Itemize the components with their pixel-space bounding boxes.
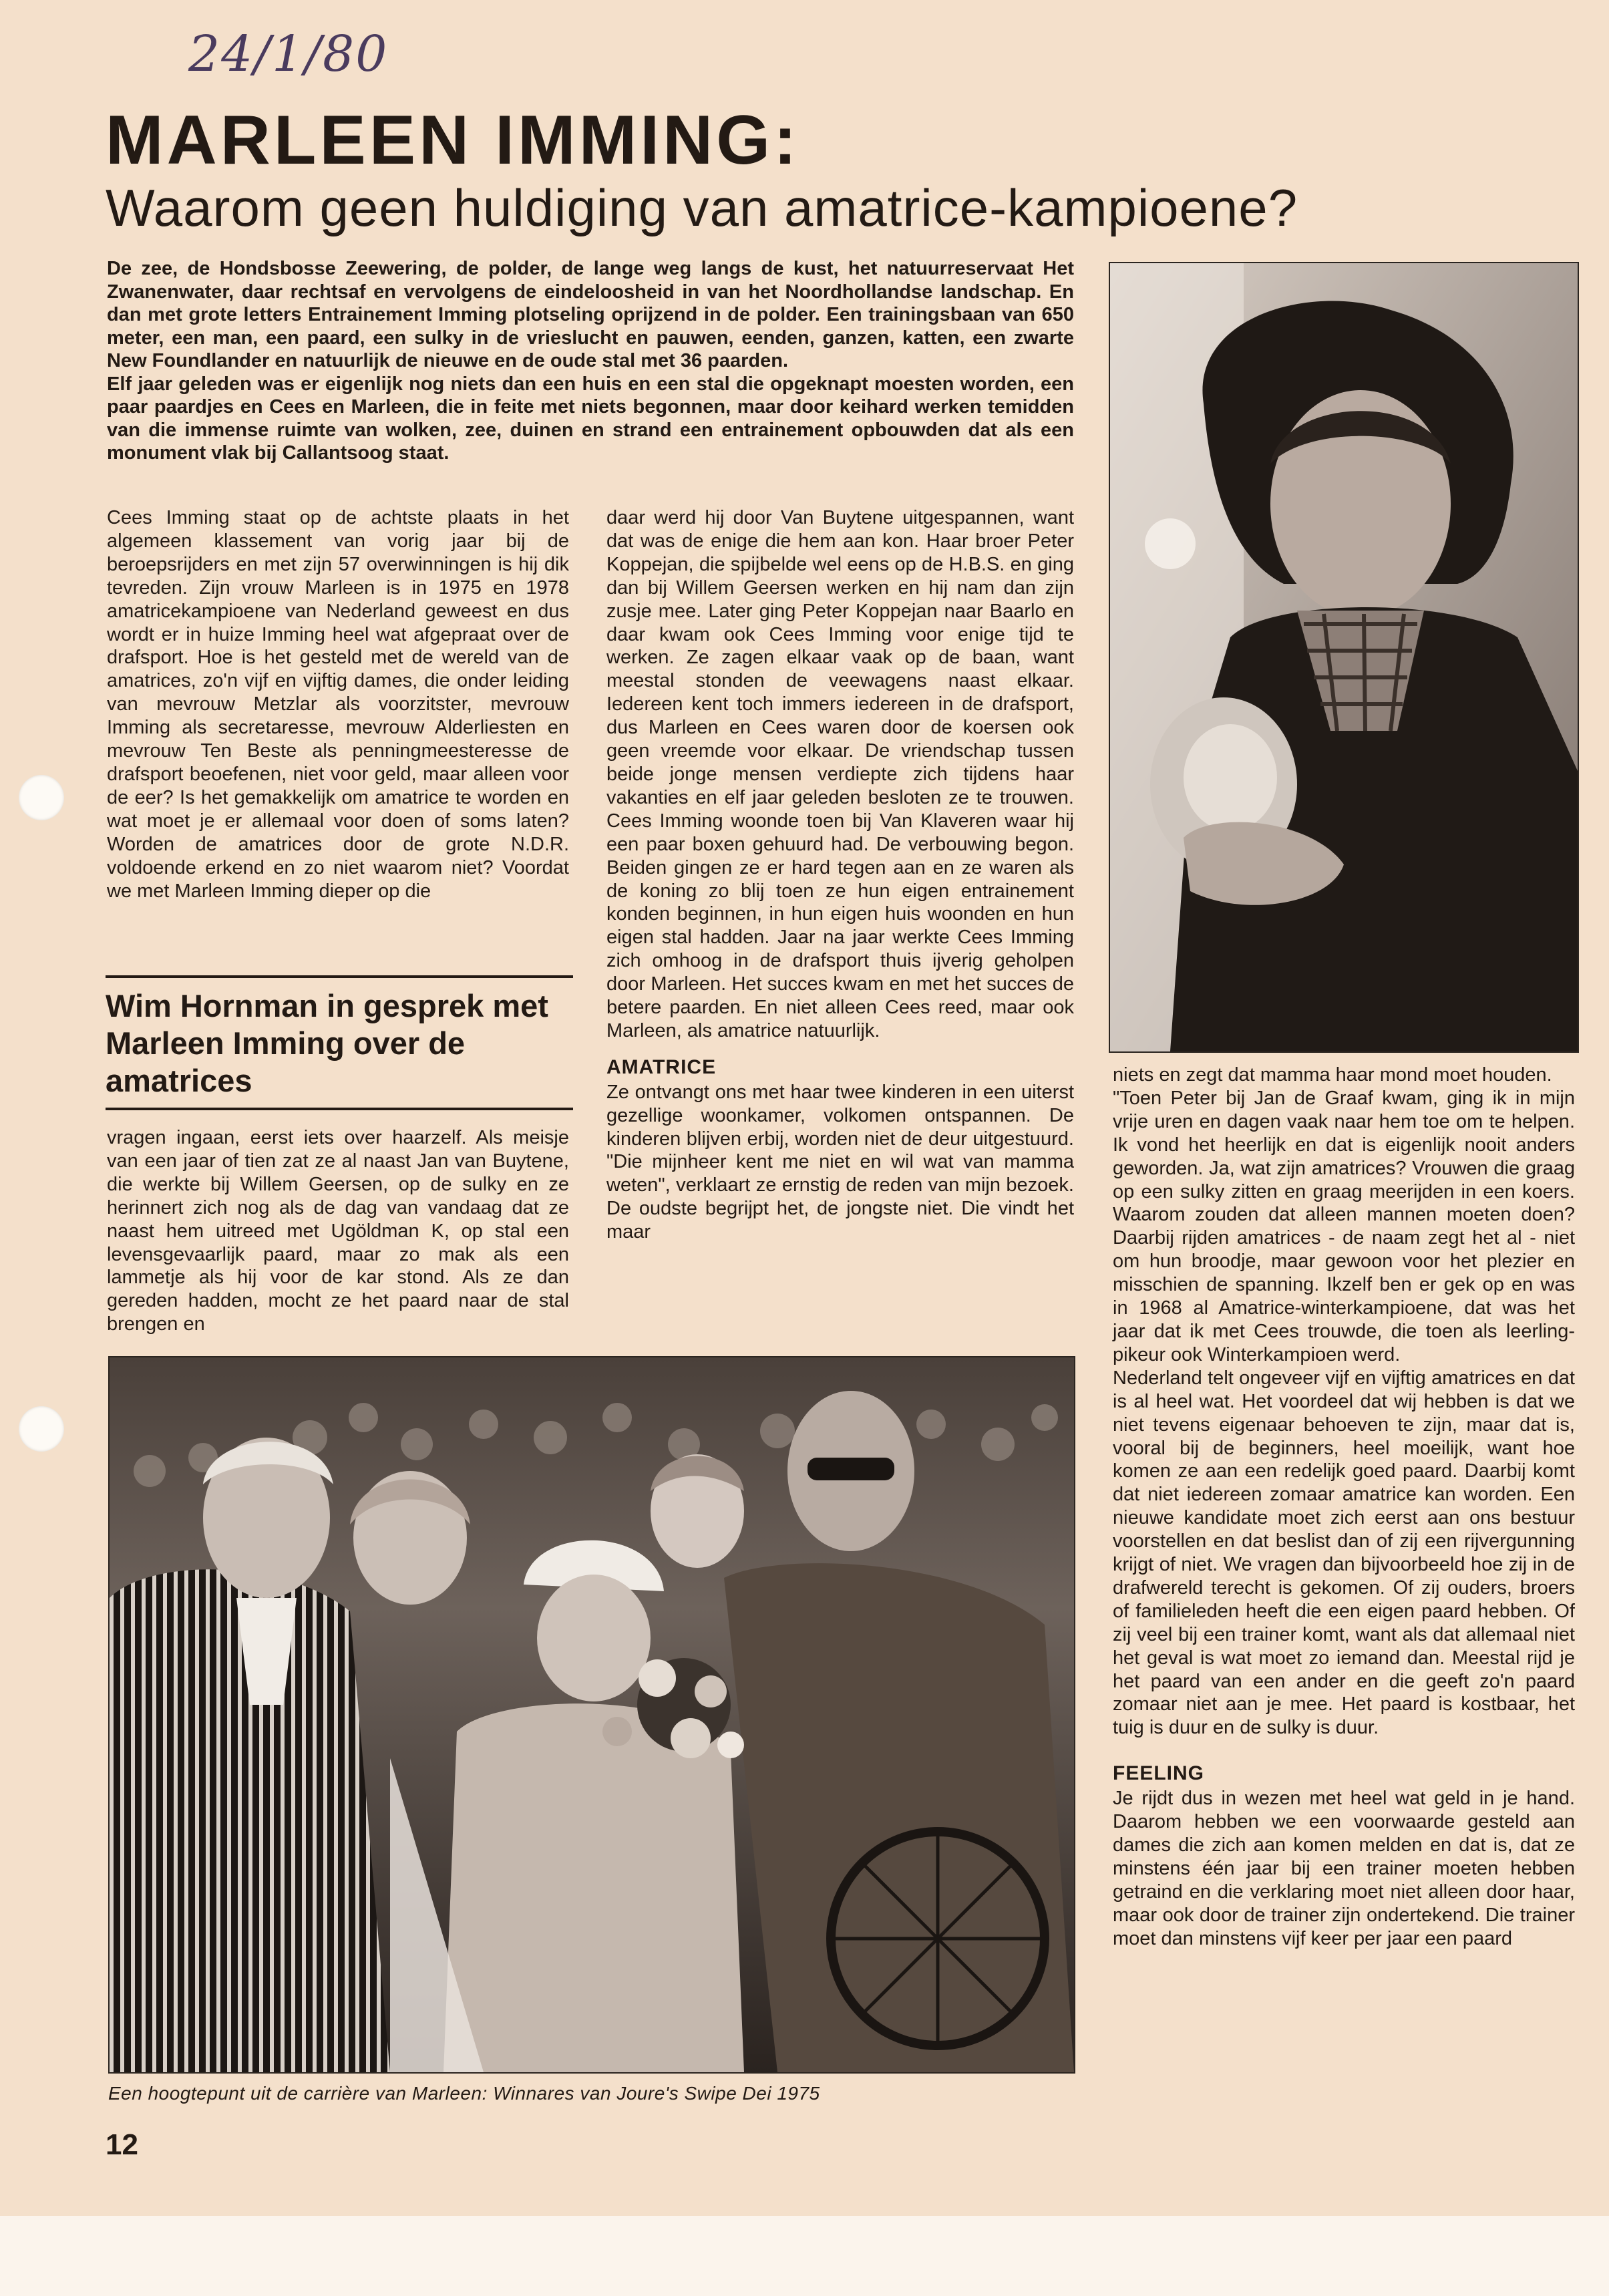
- portrait-photo: [1109, 262, 1579, 1053]
- column-1-top-text: Cees Imming staat op de achtste plaats in het algemeen klassement van vorig jaar bij de beroepsrijders en met zijn 57 overwinningen is hij dik tevreden. Zijn vrouw Marleen is in 1975 en 1978 amatricekampioene van Nederland geweest en dus wordt er in huize Imming heel wat afgepraat over de drafsport. Hoe is het gesteld met de wereld van de amatrices, zo'n vijf en vijftig dames, die onder leiding van mevrouw Metzlar als voorzitster, mevrouw Imming als secretaresse, mevrouw Alderliesten en mevrouw Ten Beste als penningmeesteresse de drafsport beoefenen, niet voor geld, maar alleen voor de eer? Is het gemakkelijk om amatrice te worden en wat moet je er allemaal voor doen of soms laten? Worden de amatrices door de grote N.D.R. voldoende erkend en zo niet waarom niet? Voordat we met Marleen Imming dieper op die: [107, 507, 569, 902]
- column-2-amatrice-text: Ze ontvangt ons met haar twee kinderen in een uiterst gezellige woonkamer, volkomen ontspannen. De kinderen blijven erbij, worden niet de deur uitgestuurd. "Die mijnheer kent me niet en wil wat van mamma weten", verklaart ze ernstig de reden van mijn bezoek. De oudste begrijpt het, de jongste niet. Die vindt het maar: [606, 1081, 1074, 1243]
- column-3-feeling-text: Je rijdt dus in wezen met heel wat geld in je hand. Daarom hebben we een voorwaarde gesteld aan dames die zich aan komen melden en dat is, dat ze minstens één jaar bij een trainer moeten hebben getraind en die verklaring moet niet alleen door haar, maar ook door de trainer zijn ondertekend. Die trainer moet dan minstens vijf keer per jaar een paard: [1113, 1788, 1575, 1949]
- photo-caption: Een hoogtepunt uit de carrière van Marleen: Winnares van Joure's Swipe Dei 1975: [108, 2083, 820, 2104]
- punch-hole-top: [19, 775, 64, 820]
- column-3-paragraph: niets en zegt dat mamma haar mond moet houden.: [1113, 1064, 1552, 1086]
- boxed-heading: Wim Hornman in gesprek met Marleen Imming over de amatrices: [106, 975, 573, 1110]
- subheadline: Waarom geen huldiging van amatrice-kampioene?: [106, 178, 1298, 237]
- column-1-bottom-text: vragen ingaan, eerst iets over haarzelf. Als meisje van een jaar of tien zat ze al naast Jan van Buytene, die werkte bij Willem Geersen, op de sulky en ze herinnert zich nog als de dag van vandaag dat ze naast hem uitreed met Ugöldman K, op stal een levensgevaarlijk paard, maar zo mak als een lammetje als hij voor de kar stond. Als ze dan gereden hadden, mocht ze het paard naar de stal brengen en: [107, 1127, 569, 1335]
- headline: MARLEEN IMMING:: [106, 102, 800, 179]
- intro-paragraph: De zee, de Hondsbosse Zeewering, de polder, de lange weg langs de kust, het natuurreservaat Het Zwanenwater, daar rechtsaf en vervolgens de eindeloosheid in van het Noordhollandse landschap. En dan met grote letters Entrainement Imming plotseling oprijzend in de polder. Een trainingsbaan van 650 meter, een man, een paard, een sulky in de vrieslucht en pauwen, eenden, ganzen, katten, een zwarte New Foundlander en natuurlijk de nieuwe en de oude stal met 36 paarden.: [107, 258, 1074, 371]
- page-bottom-margin: [0, 2216, 1609, 2296]
- column-1-bottom: [107, 1126, 569, 1336]
- intro-paragraph: Elf jaar geleden was er eigenlijk nog niets dan een huis en een stal die opgeknapt moesten worden, een paar paardjes en Cees en Marleen, die in feite met niets begonnen, maar door keihard werken temidden van die immense ruimte van wolken, zee, duinen en strand een entrainement opbouwden dat als een monument vlak bij Callantsoog staat.: [107, 373, 1074, 464]
- race-winner-photo: [108, 1356, 1075, 2074]
- handwritten-date: 24/1/80: [188, 25, 389, 83]
- section-heading-amatrice: AMATRICE: [606, 1055, 717, 1078]
- column-2-text: daar werd hij door Van Buytene uitgespannen, want dat was de enige die hem aan kon. Haar broer Peter Koppejan, die spijbelde wel eens op de H.B.S. en ging dan bij Willem Geersen werken en hij nam dan zijn zusje mee. Later ging Peter Koppejan naar Baarlo en daar kwam ook Cees Imming voor enige tijd te werken. Ze zagen elkaar vaak op de baan, want meestal stonden de veewagens naast elkaar. Iedereen kent toch immers iedereen in de drafsport, dus Marleen en Cees waren door de koersen ook geen vreemde voor elkaar. De vriendschap tussen beide jonge mensen verdiepte zich tijdens haar vakanties en elf jaar geleden besloten ze te trouwen. Cees Imming woonde toen bij Van Klaveren waar hij een paar boxen gehuurd had. De verbouwing begon. Beiden gingen ze er hard tegen aan en ze waren als de koning zo blij toen ze hun eigen entrainement konden beginnen, in hun eigen huis woonden en hun eigen stal hadden. Jaar na jaar werkte Cees Imming zich omhoog in de drafsport thuis ijverig geholpen door Marleen. Het succes kwam en met het succes de betere paarden. En niet alleen Cees reed, maar ook Marleen, als amatrice natuurlijk.: [606, 507, 1074, 1041]
- column-1-top: [107, 506, 569, 903]
- column-3-paragraph: "Toen Peter bij Jan de Graaf kwam, ging ik in mijn vrije uren en dagen vaak naar hem toe om te helpen. Ik vond het heerlijk en dat is eigenlijk nooit anders geworden. Ja, wat zijn amatrices? Vrouwen die graag op een sulky zitten en graag meerijden in een koers. Waarom zouden dat alleen mannen moeten doen? Daarbij rijden amatrices - de naam zegt het al - niet om hun broodje, maar gewoon voor het plezier en misschien de spanning. Ikzelf ben er gek op en was in 1968 al Amatrice-winterkampioene, dat was het jaar dat ik met Cees trouwde, die toen als leerling-pikeur ook Winterkampioen werd.: [1113, 1087, 1575, 1365]
- punch-hole-bottom: [19, 1406, 64, 1452]
- column-2: [606, 506, 1074, 1244]
- intro-paragraphs: [107, 257, 1074, 465]
- column-3: [1113, 1063, 1575, 1951]
- section-heading-feeling: FEELING: [1113, 1762, 1205, 1785]
- page-number: 12: [106, 2128, 138, 2161]
- column-3-paragraph: Nederland telt ongeveer vijf en vijftig amatrices en dat is al heel wat. Het voordeel dat wij hebben is dat we niet tevens eigenaar behoeven te zijn, maar dat is, vooral bij de beginners, heel moeilijk, want hoe komen ze aan een redelijk goed paard. Daarbij komt dat niet iedereen zomaar amatrice kan worden. Een nieuwe kandidate moet zich eerst aan ons bestuur voorstellen en dat beslist dan of zij een rijvergunning krijgt of niet. We vragen dan bijvoorbeeld hoe zij in de drafwereld terecht is gekomen. Of zij ouders, broers of familieleden heeft die een eigen paard hebben. Of zij veel bij een trainer komt, want als dat allemaal niet het geval is wat moet zo iemand dan. Meestal rijd je het paard van een ander en die geeft zo'n paard zomaar niet aan je mee. Het paard is kostbaar, het tuig is duur en de sulky is duur.: [1113, 1367, 1575, 1739]
